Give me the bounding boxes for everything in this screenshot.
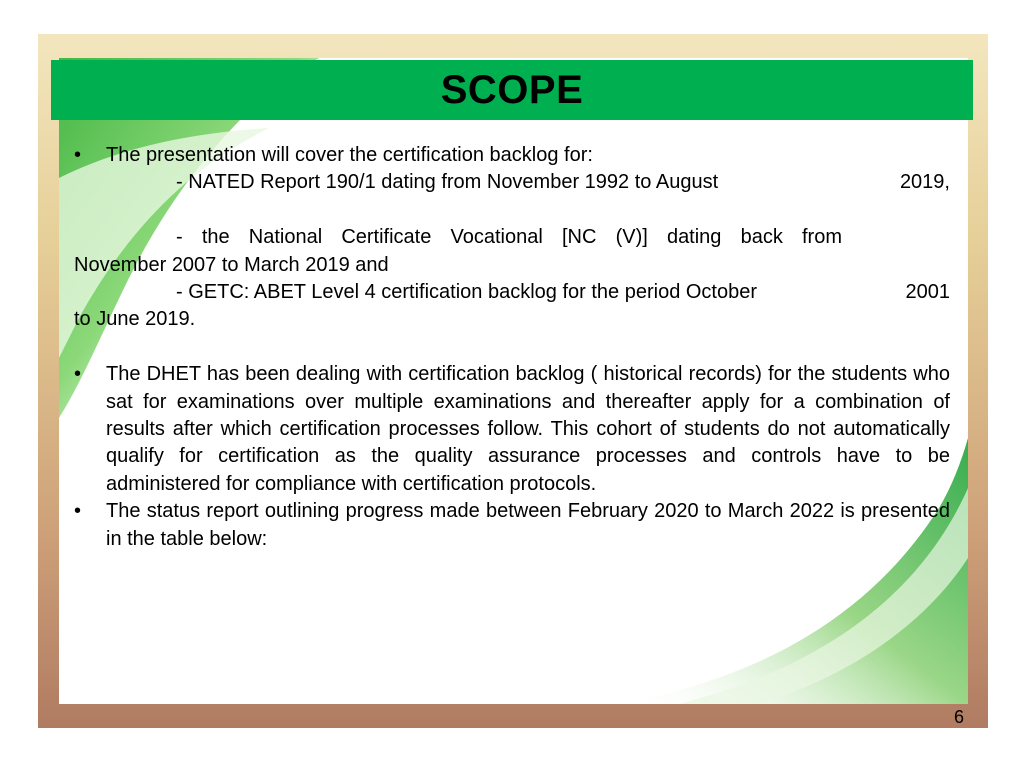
slide-content <box>74 142 950 553</box>
sub-item-ncv: - the National Certificate Vocational [NC (V)] dating back from <box>176 226 842 249</box>
bullet-scope-intro <box>74 142 950 169</box>
bullet-text: The status report outlining progress made between February 2020 to March 2022 is presented in the table below: <box>106 500 950 550</box>
sub-item-text-end: 2001 <box>905 281 950 304</box>
sub-item-ncv-continued: November 2007 to March 2019 and <box>74 253 389 276</box>
sub-item-text: - GETC: ABET Level 4 certification backlog for the period October <box>176 281 758 304</box>
sub-item-nated <box>74 169 950 196</box>
bullet-dhet-backlog <box>74 361 950 498</box>
spacer <box>74 197 950 224</box>
bullet-icon: • <box>74 500 82 523</box>
bullet-icon: • <box>74 144 82 166</box>
bullet-text: The DHET has been dealing with certification backlog ( historical records) for the students who sat for examinations over multiple examinations and thereafter apply for a combination of results after which certification processes follow. This cohort of students do not automatically qualify for certification as the quality assurance processes and controls have to be administered for compliance with certification protocols. <box>106 363 950 495</box>
bullet-status-report <box>74 498 950 553</box>
spacer <box>74 334 950 361</box>
sub-item-getc <box>74 279 950 306</box>
sub-item-getc-continued: to June 2019. <box>74 308 196 331</box>
page-number: 6 <box>953 707 964 727</box>
bullet-icon: • <box>74 363 82 386</box>
title-bar <box>51 60 973 120</box>
page-title: SCOPE <box>440 67 584 112</box>
sub-item-text-end: 2019, <box>899 171 950 194</box>
sub-item-text: - NATED Report 190/1 dating from November 1992 to August <box>176 171 719 194</box>
bullet-text: The presentation will cover the certification backlog for: <box>106 144 593 166</box>
